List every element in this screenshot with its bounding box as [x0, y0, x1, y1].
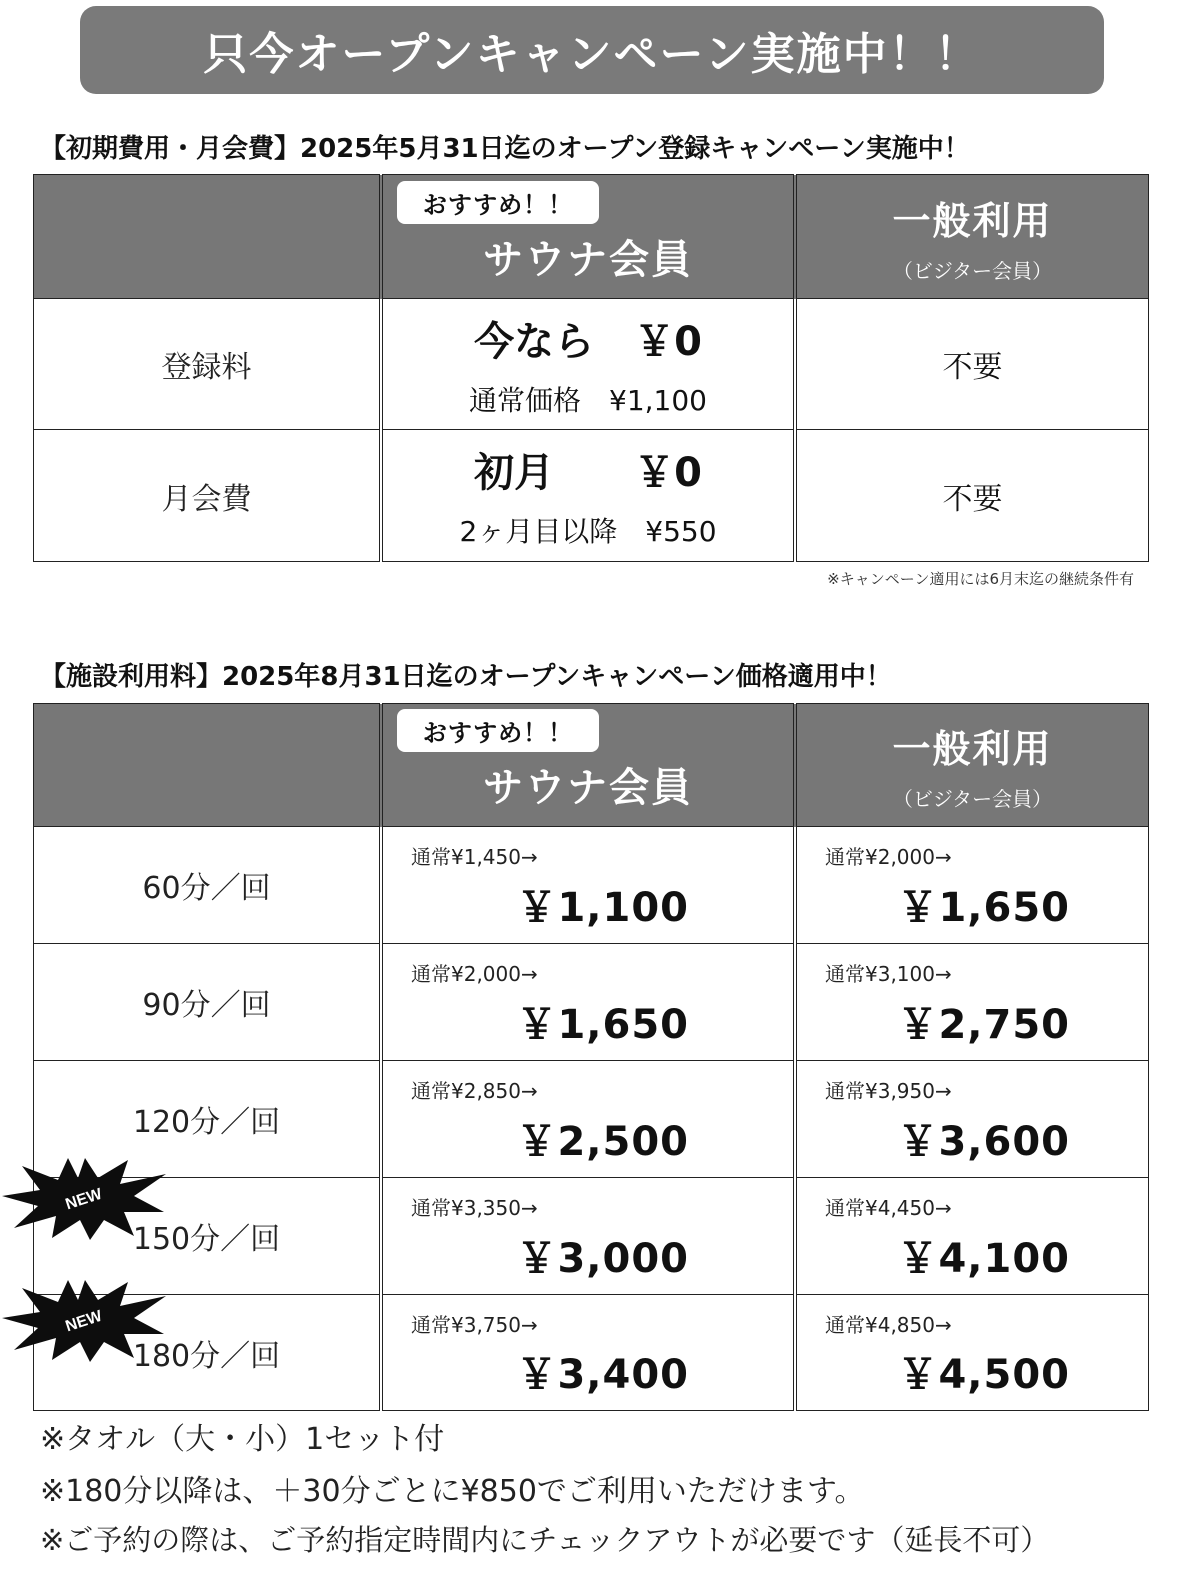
footnote-checkout: ※ご予約の際は、ご予約指定時間内にチェックアウトが必要です（延長不可） — [40, 1523, 1050, 1557]
footnote-towel: ※タオル（大・小）1セット付 — [40, 1422, 445, 1457]
regular-price: 通常¥4,850→ — [825, 1313, 952, 1337]
facility-fees-table — [33, 703, 1149, 1411]
regular-price: 通常¥2,000→ — [825, 845, 952, 869]
regular-price: 通常¥3,750→ — [411, 1313, 538, 1337]
price-cell-general-60min — [795, 827, 1149, 944]
general-use-title: 一般利用 — [892, 198, 1053, 243]
registration-fee-member-cell — [381, 299, 795, 430]
registration-fee-general-cell: 不要 — [795, 299, 1149, 430]
campaign-price: ￥3,400 — [516, 1352, 689, 1398]
row-label-90min: 90分／回 — [34, 944, 382, 1061]
price-cell-member-60min — [381, 827, 795, 944]
row-label-60min: 60分／回 — [34, 827, 382, 944]
price-cell-general-120min — [795, 1061, 1149, 1178]
header-general-use — [795, 175, 1149, 299]
recommend-badge: おすすめ！！ — [397, 181, 599, 224]
campaign-price: ￥4,100 — [897, 1236, 1070, 1282]
registration-normal-price: 通常価格 ¥1,100 — [469, 383, 707, 417]
regular-price: 通常¥3,100→ — [825, 962, 952, 986]
header-sauna-member — [381, 704, 795, 827]
regular-price: 通常¥1,450→ — [411, 845, 538, 869]
sauna-member-title: サウナ会員 — [483, 236, 693, 283]
recommend-badge: おすすめ！！ — [397, 709, 599, 752]
section-heading-facility-fees: 【施設利用料】2025年8月31日迄のオープンキャンペーン価格適用中！ — [40, 662, 892, 692]
footnote-extension-fee: ※180分以降は、＋30分ごとに¥850でご利用いただけます。 — [40, 1474, 865, 1509]
header-empty-cell — [34, 704, 382, 827]
campaign-price: ￥2,500 — [516, 1119, 689, 1165]
header-empty-cell — [34, 175, 382, 299]
new-badge-text: NEW — [63, 1185, 105, 1214]
campaign-price: ￥1,650 — [516, 1002, 689, 1048]
campaign-price: ￥2,750 — [897, 1002, 1070, 1048]
header-general-use — [795, 704, 1149, 827]
row-label-registration-fee: 登録料 — [34, 299, 382, 430]
campaign-price: ￥1,650 — [897, 885, 1070, 931]
sauna-member-title: サウナ会員 — [483, 765, 693, 811]
regular-price: 通常¥2,000→ — [411, 962, 538, 986]
campaign-banner: 只今オープンキャンペーン実施中！！ — [80, 6, 1104, 94]
general-use-title: 一般利用 — [892, 727, 1053, 771]
initial-fees-table — [33, 174, 1149, 562]
new-badge-180min — [0, 1278, 170, 1362]
monthly-offer: 初月 ￥0 — [474, 450, 702, 496]
campaign-condition-note: ※キャンペーン適用には6月末迄の継続条件有 — [827, 570, 1134, 588]
price-cell-member-150min — [381, 1178, 795, 1295]
monthly-normal-price: 2ヶ月目以降 ¥550 — [459, 515, 717, 548]
campaign-price: ￥3,600 — [897, 1119, 1070, 1165]
new-badge-150min — [0, 1156, 170, 1240]
section-heading-initial-fees: 【初期費用・月会費】2025年5月31日迄のオープン登録キャンペーン実施中！ — [40, 134, 970, 164]
campaign-price: ￥1,100 — [516, 885, 689, 931]
campaign-price: ￥3,000 — [516, 1236, 689, 1282]
price-cell-general-90min — [795, 944, 1149, 1061]
starburst-icon — [0, 1278, 170, 1362]
monthly-fee-member-cell — [381, 430, 795, 562]
regular-price: 通常¥2,850→ — [411, 1079, 538, 1103]
starburst-icon — [0, 1156, 170, 1240]
row-label-120min: 120分／回 — [34, 1061, 382, 1178]
row-label-monthly-fee: 月会費 — [34, 430, 382, 562]
price-cell-general-180min — [795, 1295, 1149, 1411]
header-sauna-member — [381, 175, 795, 299]
price-cell-member-120min — [381, 1061, 795, 1178]
new-badge-text: NEW — [63, 1307, 105, 1336]
visitor-member-subtitle: （ビジター会員） — [892, 787, 1053, 811]
regular-price: 通常¥3,350→ — [411, 1196, 538, 1220]
monthly-fee-general-cell: 不要 — [795, 430, 1149, 562]
visitor-member-subtitle: （ビジター会員） — [892, 258, 1053, 283]
campaign-price: ￥4,500 — [897, 1352, 1070, 1398]
price-cell-member-90min — [381, 944, 795, 1061]
registration-offer: 今なら ￥0 — [474, 318, 702, 365]
price-cell-general-150min — [795, 1178, 1149, 1295]
price-cell-member-180min — [381, 1295, 795, 1411]
row-label-180min: 180分／回 — [34, 1295, 382, 1411]
regular-price: 通常¥3,950→ — [825, 1079, 952, 1103]
row-label-150min: 150分／回 — [34, 1178, 382, 1295]
regular-price: 通常¥4,450→ — [825, 1196, 952, 1220]
